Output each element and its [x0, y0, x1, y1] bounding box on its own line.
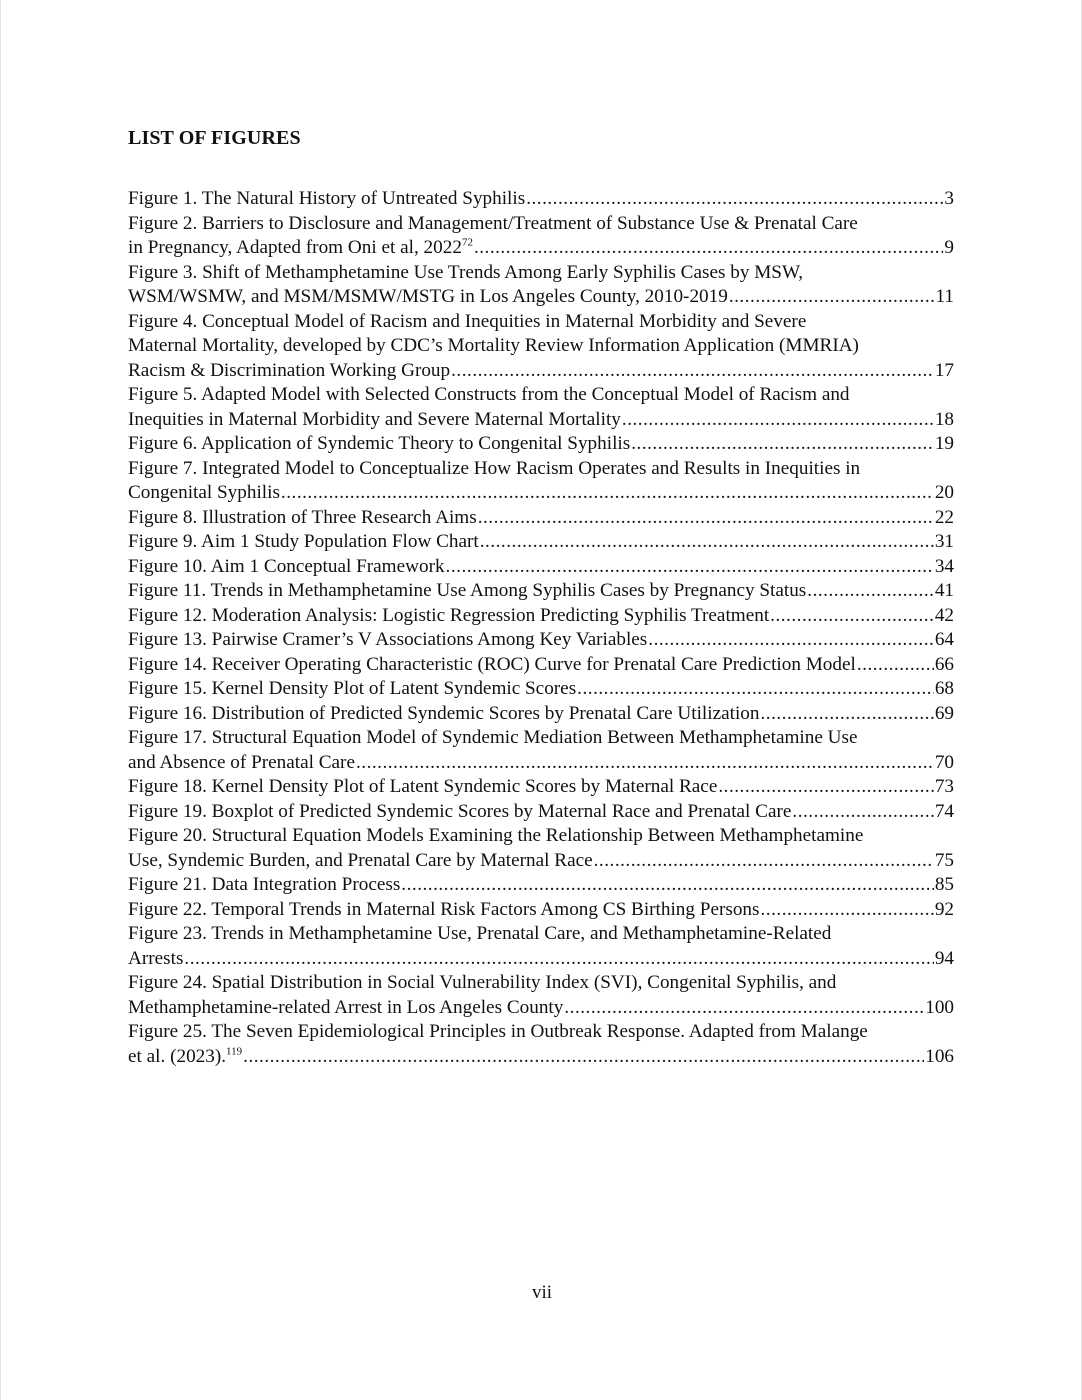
- figure-entry[interactable]: [128, 873, 954, 898]
- figure-entry-line: Figure 20. Structural Equation Models Examining the Relationship Between Methamphetamine: [128, 825, 864, 846]
- figure-page-number: 17: [934, 359, 954, 381]
- figure-entry[interactable]: [128, 310, 954, 384]
- figure-entry-last-line: [128, 775, 954, 800]
- dot-leader: [792, 800, 933, 825]
- dot-leader: [478, 506, 934, 531]
- figure-title-text: [128, 775, 717, 800]
- figure-title: Figure 16. Distribution of Predicted Syndemic Scores by Prenatal Care Utilization: [128, 702, 760, 724]
- figure-title-text: [128, 506, 477, 531]
- figure-title: Figure 14. Receiver Operating Characteristic (ROC) Curve for Prenatal Care Prediction Model: [128, 653, 856, 675]
- figure-title: Figure 18. Kernel Density Plot of Latent Syndemic Scores by Maternal Race: [128, 776, 718, 797]
- figure-title: Figure 19. Boxplot of Predicted Syndemic Scores by Maternal Race and Prenatal Care: [128, 800, 792, 822]
- figure-entry[interactable]: [128, 530, 954, 555]
- figure-title: Figure 1. The Natural History of Untreated Syphilis: [128, 188, 526, 209]
- dot-leader: [857, 653, 934, 678]
- figure-title-text: [128, 555, 445, 580]
- dot-leader: [281, 481, 934, 506]
- figure-page-number: 74: [934, 800, 954, 822]
- figure-title: Figure 10. Aim 1 Conceptual Framework: [128, 555, 445, 577]
- dot-leader: [648, 628, 934, 653]
- figure-title-text: [128, 628, 647, 653]
- figure-title-text: [128, 677, 576, 702]
- figure-entry-last-line: [128, 285, 954, 310]
- figure-page-number: 66: [934, 653, 954, 675]
- figure-entry[interactable]: [128, 555, 954, 580]
- dot-leader: [401, 873, 934, 898]
- figure-title-text: [128, 800, 791, 825]
- dot-leader: [760, 702, 933, 727]
- figure-title-text: [128, 898, 760, 923]
- figure-entry-last-line: [128, 187, 954, 212]
- figure-entry-line: Maternal Mortality, developed by CDC’s Mortality Review Information Application (MMRIA): [128, 335, 859, 356]
- figure-entry[interactable]: [128, 775, 954, 800]
- figure-entry-last-line: [128, 898, 954, 923]
- figure-entry-line: Figure 7. Integrated Model to Conceptualize How Racism Operates and Results in Inequities in: [128, 457, 861, 479]
- figure-entry[interactable]: [128, 383, 954, 432]
- figure-entry-last-line: [128, 530, 954, 555]
- figure-page-number: 69: [934, 702, 954, 724]
- figure-entry[interactable]: [128, 677, 954, 702]
- figure-entry[interactable]: [128, 432, 954, 457]
- figure-title-text: [128, 236, 473, 261]
- figure-page-number: 64: [934, 629, 954, 650]
- figure-list: [128, 187, 954, 1069]
- figure-entry-line: Figure 4. Conceptual Model of Racism and Inequities in Maternal Morbidity and Severe: [128, 310, 807, 332]
- figure-entry-last-line: [128, 702, 954, 727]
- figure-entry-last-line: [128, 506, 954, 531]
- figure-entry[interactable]: [128, 506, 954, 531]
- figure-page-number: 31: [934, 531, 954, 552]
- figure-entry-last-line: [128, 604, 954, 629]
- figure-title: Figure 22. Temporal Trends in Maternal Risk Factors Among CS Birthing Persons: [128, 898, 760, 920]
- figure-title-text: [128, 187, 525, 212]
- reference-superscript: 119: [226, 1045, 243, 1058]
- figure-title: Figure 12. Moderation Analysis: Logistic Regression Predicting Syphilis Treatment: [128, 604, 770, 626]
- figure-title-text: [128, 751, 355, 776]
- dot-leader: [451, 359, 934, 384]
- figure-page-number: 34: [934, 555, 954, 577]
- figure-entry-last-line: [128, 947, 954, 972]
- figure-entry[interactable]: [128, 824, 954, 873]
- figure-entry[interactable]: [128, 628, 954, 653]
- figure-page-number: 100: [925, 996, 954, 1018]
- dot-leader: [446, 555, 934, 580]
- figure-title: Figure 15. Kernel Density Plot of Latent Syndemic Scores: [128, 678, 577, 699]
- figure-entry-last-line: [128, 432, 954, 457]
- figure-entry-line: Figure 23. Trends in Methamphetamine Use, Prenatal Care, and Methamphetamine-Related: [128, 923, 832, 944]
- figure-page-number: 73: [934, 776, 954, 797]
- dot-leader: [564, 996, 924, 1021]
- figure-entry-line: Figure 25. The Seven Epidemiological Principles in Outbreak Response. Adapted from Malange: [128, 1021, 868, 1042]
- figure-page-number: 68: [934, 678, 954, 699]
- figure-entry-line: Figure 3. Shift of Methamphetamine Use Trends Among Early Syphilis Cases by MSW,: [128, 261, 804, 283]
- dot-leader: [480, 530, 934, 555]
- dot-leader: [761, 898, 934, 923]
- figure-page-number: 20: [934, 482, 954, 503]
- figure-title-text: [128, 702, 759, 727]
- page-number: vii: [531, 1282, 553, 1303]
- figure-entry-last-line: [128, 628, 954, 653]
- figure-entry-line: Figure 2. Barriers to Disclosure and Management/Treatment of Substance Use & Prenatal Care: [128, 212, 858, 234]
- figure-page-number: 9: [944, 237, 954, 258]
- figure-entry-last-line: [128, 677, 954, 702]
- figure-entry-last-line: [128, 751, 954, 776]
- figure-title-text: [128, 604, 769, 629]
- figure-entry-last-line: [128, 481, 954, 506]
- figure-title-text: [128, 481, 280, 506]
- figure-entry[interactable]: [128, 604, 954, 629]
- figure-entry[interactable]: [128, 800, 954, 825]
- figure-title: Racism & Discrimination Working Group: [128, 359, 451, 381]
- figure-page-number: 42: [934, 604, 954, 626]
- figure-entry[interactable]: [128, 702, 954, 727]
- figure-page-number: 75: [934, 849, 954, 871]
- figure-title: in Pregnancy, Adapted from Oni et al, 2022: [128, 237, 462, 258]
- figure-entry-last-line: [128, 1045, 954, 1070]
- dot-leader: [729, 285, 935, 310]
- figure-entry[interactable]: [128, 1020, 954, 1069]
- figure-entry-last-line: [128, 555, 954, 580]
- figure-page-number: 22: [934, 506, 954, 528]
- figure-title-text: [128, 530, 479, 555]
- figure-entry-line: Figure 5. Adapted Model with Selected Constructs from the Conceptual Model of Racism and: [128, 384, 850, 405]
- figure-title-text: [128, 408, 621, 433]
- figure-entry-last-line: [128, 653, 954, 678]
- figure-entry[interactable]: [128, 898, 954, 923]
- dot-leader: [594, 849, 934, 874]
- figure-page-number: 106: [925, 1045, 954, 1067]
- dot-leader: [577, 677, 934, 702]
- dot-leader: [526, 187, 943, 212]
- dot-leader: [243, 1045, 924, 1070]
- figure-title-text: [128, 579, 806, 604]
- figure-entry-last-line: [128, 873, 954, 898]
- figure-page-number: 19: [934, 433, 954, 454]
- dot-leader: [718, 775, 933, 800]
- figure-title: and Absence of Prenatal Care: [128, 751, 355, 773]
- figure-title-text: [128, 432, 630, 457]
- dot-leader: [631, 432, 934, 457]
- figure-page-number: 70: [934, 751, 954, 773]
- figure-entry[interactable]: [128, 922, 954, 971]
- figure-title-text: [128, 653, 856, 678]
- dot-leader: [184, 947, 933, 972]
- figure-page-number: 3: [944, 188, 954, 209]
- figure-entry[interactable]: [128, 212, 954, 261]
- figure-title: et al. (2023).: [128, 1045, 227, 1067]
- figure-title-text: [128, 285, 728, 310]
- figure-entry-last-line: [128, 996, 954, 1021]
- figure-title: Figure 8. Illustration of Three Research Aims: [128, 506, 477, 528]
- figure-title: WSM/WSMW, and MSM/MSMW/MSTG in Los Angeles County, 2010-2019: [128, 286, 728, 307]
- page-heading: LIST OF FIGURES: [128, 127, 301, 149]
- figure-entry-last-line: [128, 849, 954, 874]
- figure-entry-last-line: [128, 236, 954, 261]
- figure-title: Arrests: [128, 947, 184, 969]
- figure-title-text: [128, 996, 563, 1021]
- dot-leader: [770, 604, 934, 629]
- figure-page-number: 18: [934, 408, 954, 430]
- figure-page-number: 85: [934, 874, 954, 895]
- figure-title: Congenital Syphilis: [128, 482, 280, 503]
- figure-title: Methamphetamine-related Arrest in Los Angeles County: [128, 996, 564, 1018]
- figure-entry[interactable]: [128, 579, 954, 604]
- figure-entry[interactable]: [128, 261, 954, 310]
- figure-entry[interactable]: [128, 187, 954, 212]
- figure-title: Inequities in Maternal Morbidity and Severe Maternal Mortality: [128, 408, 621, 430]
- figure-page-number: 11: [935, 286, 954, 307]
- figure-title: Figure 6. Application of Syndemic Theory to Congenital Syphilis: [128, 433, 631, 454]
- dot-leader: [356, 751, 934, 776]
- figure-title-text: [128, 359, 450, 384]
- figure-entry-line: Figure 24. Spatial Distribution in Social Vulnerability Index (SVI), Congenital Syphilis, and: [128, 972, 837, 993]
- figure-title: Figure 21. Data Integration Process: [128, 874, 401, 895]
- figure-entry-last-line: [128, 408, 954, 433]
- figure-entry[interactable]: [128, 971, 954, 1020]
- figure-entry-last-line: [128, 579, 954, 604]
- reference-superscript: 72: [461, 236, 473, 249]
- figure-entry-line: Figure 17. Structural Equation Model of Syndemic Mediation Between Methamphetamine Use: [128, 727, 858, 748]
- figure-entry[interactable]: [128, 653, 954, 678]
- figure-title-text: [128, 947, 183, 972]
- figure-entry-last-line: [128, 359, 954, 384]
- figure-page-number: 94: [934, 947, 954, 969]
- figure-title: Figure 13. Pairwise Cramer’s V Associations Among Key Variables: [128, 629, 648, 650]
- dot-leader: [622, 408, 934, 433]
- figure-title: Figure 9. Aim 1 Study Population Flow Chart: [128, 531, 479, 552]
- figure-title-text: [128, 849, 593, 874]
- figure-title: Figure 11. Trends in Methamphetamine Use Among Syphilis Cases by Pregnancy Status: [128, 580, 807, 601]
- figure-title: Use, Syndemic Burden, and Prenatal Care by Maternal Race: [128, 849, 593, 871]
- dot-leader: [474, 236, 943, 261]
- figure-page-number: 41: [934, 580, 954, 601]
- figure-page-number: 92: [934, 898, 954, 920]
- dot-leader: [807, 579, 934, 604]
- figure-title-text: [128, 1045, 242, 1070]
- figure-title-text: [128, 873, 400, 898]
- figure-entry[interactable]: [128, 726, 954, 775]
- figure-entry[interactable]: [128, 457, 954, 506]
- figure-entry-last-line: [128, 800, 954, 825]
